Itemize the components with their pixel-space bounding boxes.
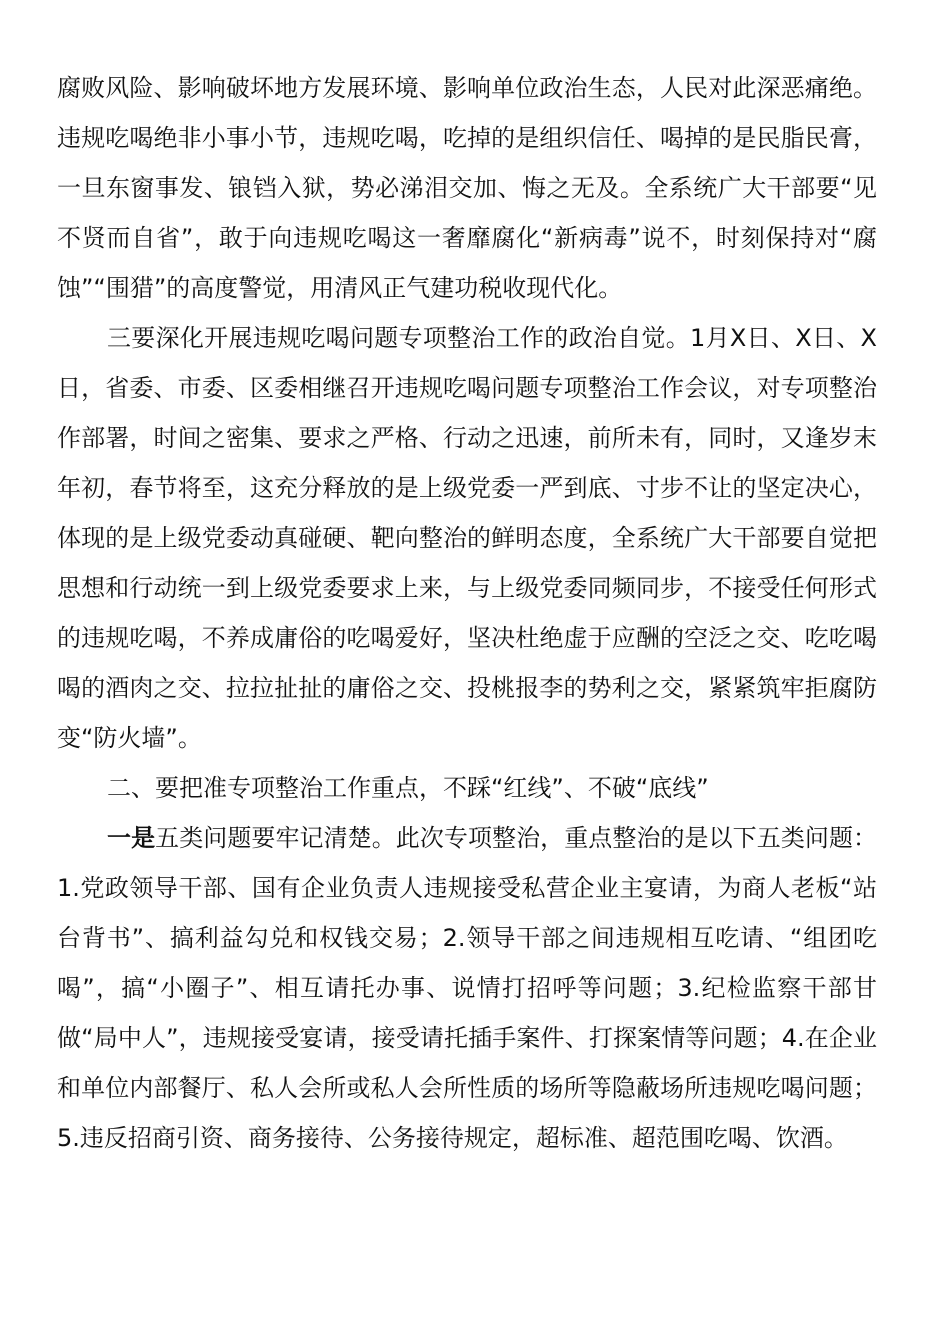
section-heading-text: 二、要把准专项整治工作重点，不踩“红线”、不破“底线”: [107, 774, 709, 802]
paragraph-text: 五类问题要牢记清楚。此次专项整治，重点整治的是以下五类问题：1.党政领导干部、国有企业负责人违规接受私营企业主宴请，为商人老板“站台背书”、搞利益勾兑和权钱交易；2.领导干部之间违规相互吃请、“组团吃喝”，搞“小圈子”、相互请托办事、说情打招呼等问题；3.纪检监察干部甘做“局中人”，违规接受宴请，接受请托插手案件、打探案情等问题；4.在企业和单位内部餐厅、私人会所或私人会所性质的场所等隐蔽场所违规吃喝问题；5.违反招商引资、商务接待、公务接待规定，超标准、超范围吃喝、饮酒。: [57, 824, 878, 1152]
document-page: [57, 63, 877, 1163]
section-heading-two: [57, 763, 877, 813]
paragraph-continuation: [57, 63, 877, 313]
paragraph-text: 三要深化开展违规吃喝问题专项整治工作的政治自觉。1月X日、X日、X日，省委、市委、区委相继召开违规吃喝问题专项整治工作会议，对专项整治作部署，时间之密集、要求之严格、行动之迅速，前所未有，同时，又逢岁末年初，春节将至，这充分释放的是上级党委一严到底、寸步不让的坚定决心，体现的是上级党委动真碰硬、靶向整治的鲜明态度，全系统广大干部要自觉把思想和行动统一到上级党委要求上来，与上级党委同频同步，不接受任何形式的违规吃喝，不养成庸俗的吃喝爱好，坚决杜绝虚于应酬的空泛之交、吃吃喝喝的酒肉之交、拉拉扯扯的庸俗之交、投桃报李的势利之交，紧紧筑牢拒腐防变“防火墙”。: [57, 324, 877, 752]
paragraph-lead: 一是: [107, 824, 156, 852]
paragraph-text: 腐败风险、影响破坏地方发展环境、影响单位政治生态，人民对此深恶痛绝。违规吃喝绝非小事小节，违规吃喝，吃掉的是组织信任、喝掉的是民脂民膏，一旦东窗事发、锒铛入狱，势必涕泪交加、悔之无及。全系统广大干部要“见不贤而自省”，敢于向违规吃喝这一奢靡腐化“新病毒”说不，时刻保持对“腐蚀”“围猎”的高度警觉，用清风正气建功税收现代化。: [57, 74, 877, 302]
paragraph-point-three: [57, 313, 877, 763]
paragraph-point-one: [57, 813, 877, 1163]
